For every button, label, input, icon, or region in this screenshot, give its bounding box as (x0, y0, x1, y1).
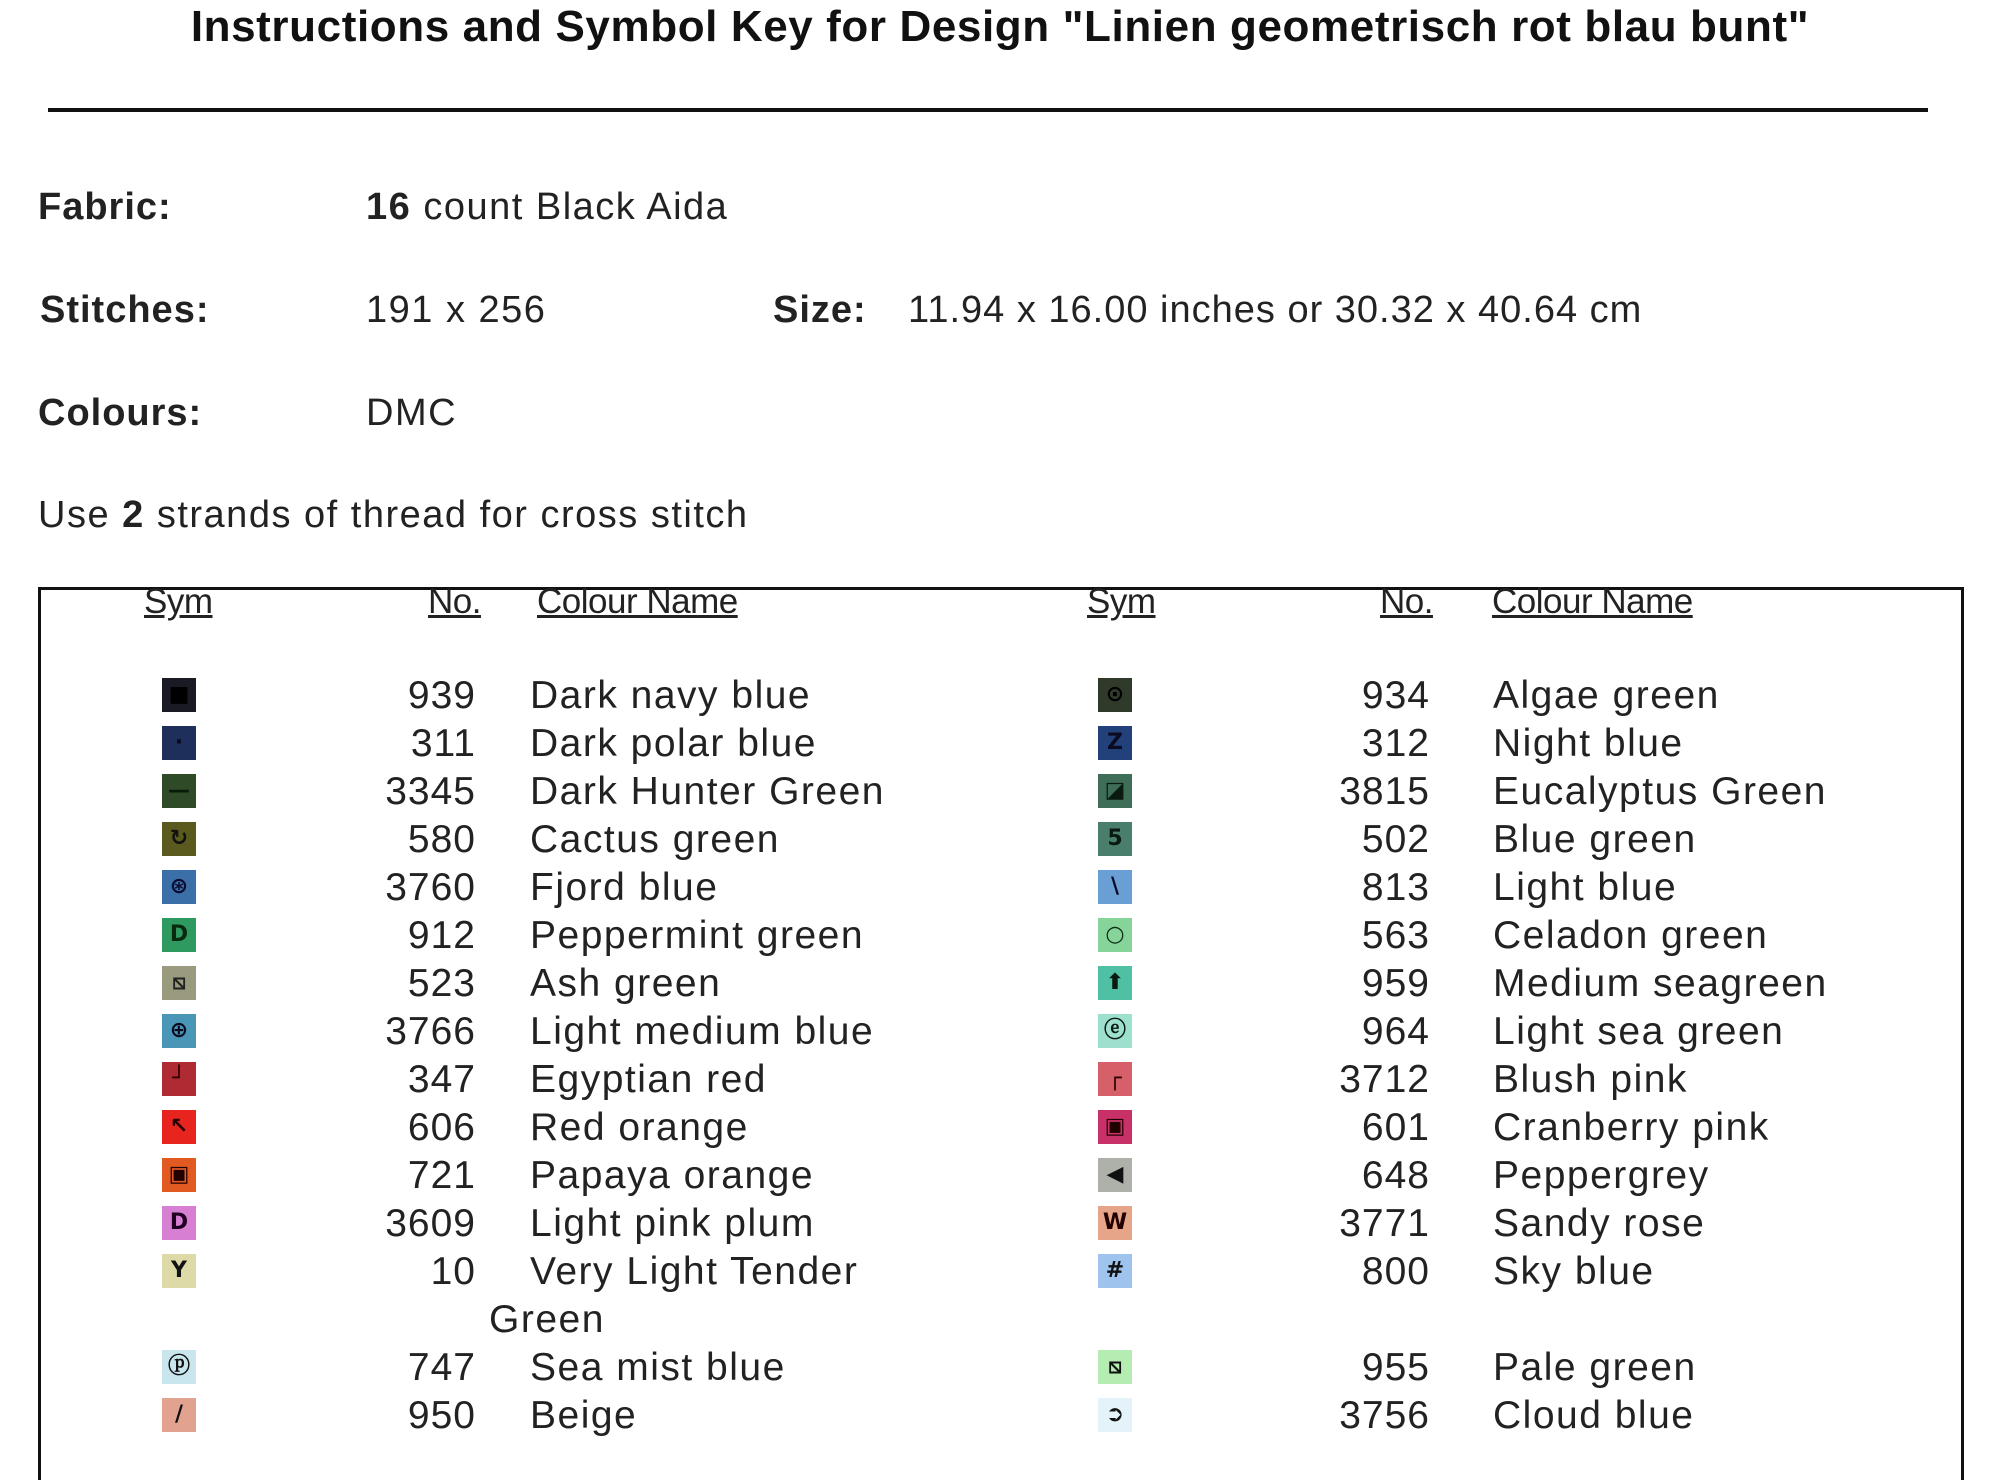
dmc-number: 3815 (1339, 770, 1430, 813)
symbol-swatch: ↖ (162, 1110, 196, 1144)
symbol-swatch: ⬆ (1098, 966, 1132, 1000)
header-name-left: Colour Name (537, 582, 738, 621)
fabric-label: Fabric: (38, 186, 172, 228)
key-row-right (0, 770, 2000, 816)
dmc-number: 311 (410, 722, 476, 765)
symbol-swatch: / (162, 1398, 196, 1432)
symbol-swatch: ⓔ (1098, 1014, 1132, 1048)
colour-name: Dark Hunter Green (530, 770, 885, 813)
stitches-value: 191 x 256 (366, 289, 547, 331)
dmc-number: 3766 (385, 1010, 476, 1053)
strands-post: strands of thread for cross stitch (144, 494, 749, 536)
key-row-right (0, 722, 2000, 768)
header-sym-left: Sym (144, 582, 213, 621)
dmc-number: 502 (1361, 818, 1430, 861)
colour-name: Dark navy blue (530, 674, 812, 717)
page-title: Instructions and Symbol Key for Design "Linien geometrisch rot blau bunt" (190, 2, 1810, 51)
symbol-swatch: ◀ (1098, 1158, 1132, 1192)
dmc-number: 747 (407, 1346, 476, 1389)
colour-name: Cloud blue (1493, 1394, 1695, 1437)
colour-name: Very Light Tender (530, 1250, 859, 1293)
dmc-number: 955 (1361, 1346, 1430, 1389)
header-no-left: No. (428, 582, 481, 621)
strands-instruction (38, 494, 749, 537)
fabric-count: 16 (366, 186, 412, 228)
dmc-number: 813 (1361, 866, 1430, 909)
dmc-number: 648 (1361, 1154, 1430, 1197)
dmc-number: 934 (1361, 674, 1430, 717)
colour-name: Red orange (530, 1106, 749, 1149)
size-label: Size: (773, 289, 867, 331)
colour-name: Dark polar blue (530, 722, 817, 765)
key-row-right (0, 1154, 2000, 1200)
dmc-number: 3345 (385, 770, 476, 813)
dmc-number: 523 (407, 962, 476, 1005)
colour-name: Blue green (1493, 818, 1697, 861)
key-row-right (0, 962, 2000, 1008)
colours-value: DMC (366, 392, 458, 434)
colour-name: Fjord blue (530, 866, 719, 909)
colour-name: Cactus green (530, 818, 780, 861)
key-row-right (0, 674, 2000, 720)
symbol-swatch: 5 (1098, 822, 1132, 856)
dmc-number: 800 (1361, 1250, 1430, 1293)
symbol-swatch: ┌ (1098, 1062, 1132, 1096)
colour-name: Cranberry pink (1493, 1106, 1770, 1149)
symbol-swatch: ⧅ (162, 966, 196, 1000)
dmc-number: 721 (407, 1154, 476, 1197)
colour-name: Peppergrey (1493, 1154, 1710, 1197)
symbol-swatch: Z (1098, 726, 1132, 760)
colour-name: Eucalyptus Green (1493, 770, 1828, 813)
dmc-number: 563 (1361, 914, 1430, 957)
symbol-swatch: ➲ (1098, 1398, 1132, 1432)
colour-name: Papaya orange (530, 1154, 815, 1197)
symbol-swatch: \ (1098, 870, 1132, 904)
colour-name: Night blue (1493, 722, 1684, 765)
colour-name: Celadon green (1493, 914, 1769, 957)
dmc-number: 912 (407, 914, 476, 957)
symbol-swatch: · (162, 726, 196, 760)
symbol-swatch: ▣ (1098, 1110, 1132, 1144)
symbol-swatch: ⧅ (1098, 1350, 1132, 1384)
dmc-number: 601 (1361, 1106, 1430, 1149)
colour-name: Light pink plum (530, 1202, 815, 1245)
colour-name: Light blue (1493, 866, 1678, 909)
symbol-swatch: W (1098, 1206, 1132, 1240)
colour-name: Sky blue (1493, 1250, 1655, 1293)
header-no-right: No. (1380, 582, 1433, 621)
key-row-right (0, 1394, 2000, 1440)
symbol-swatch: — (162, 774, 196, 808)
colour-name: Light sea green (1493, 1010, 1785, 1053)
dmc-number: 939 (407, 674, 476, 717)
colour-name: Medium seagreen (1493, 962, 1828, 1005)
dmc-number: 3756 (1339, 1394, 1430, 1437)
key-row-right (0, 818, 2000, 864)
key-row-right (0, 866, 2000, 912)
size-value: 11.94 x 16.00 inches or 30.32 x 40.64 cm (908, 289, 1643, 331)
colour-name: Sea mist blue (530, 1346, 786, 1389)
key-row-right (0, 1250, 2000, 1296)
symbol-swatch: ■ (162, 678, 196, 712)
dmc-number: 950 (407, 1394, 476, 1437)
dmc-number: 3771 (1339, 1202, 1430, 1245)
dmc-number: 3609 (385, 1202, 476, 1245)
dmc-number: 3760 (385, 866, 476, 909)
colour-name: Light medium blue (530, 1010, 875, 1053)
symbol-swatch: # (1098, 1254, 1132, 1288)
dmc-number: 964 (1361, 1010, 1430, 1053)
symbol-swatch: ◪ (1098, 774, 1132, 808)
symbol-swatch: ⓟ (162, 1350, 196, 1384)
key-row-right (0, 1106, 2000, 1152)
symbol-swatch: ○ (1098, 918, 1132, 952)
title-divider (48, 108, 1928, 112)
colour-name: Ash green (530, 962, 722, 1005)
key-row-right (0, 1346, 2000, 1392)
symbol-swatch: ▣ (162, 1158, 196, 1192)
symbol-swatch: ⊕ (162, 1014, 196, 1048)
symbol-swatch: ┘ (162, 1062, 196, 1096)
colour-name: Egyptian red (530, 1058, 767, 1101)
key-row-right (0, 1058, 2000, 1104)
symbol-swatch: D (162, 918, 196, 952)
dmc-number: 580 (407, 818, 476, 861)
fabric-value (366, 186, 728, 229)
symbol-swatch: Y (162, 1254, 196, 1288)
colour-name-continuation: Green (489, 1298, 605, 1341)
key-row-right (0, 914, 2000, 960)
symbol-swatch: ⊙ (1098, 678, 1132, 712)
dmc-number: 10 (430, 1250, 476, 1293)
colour-name: Pale green (1493, 1346, 1697, 1389)
symbol-swatch: ⊛ (162, 870, 196, 904)
header-name-right: Colour Name (1492, 582, 1693, 621)
fabric-type: count Black Aida (423, 186, 729, 228)
dmc-number: 347 (407, 1058, 476, 1101)
dmc-number: 959 (1361, 962, 1430, 1005)
colour-name: Beige (530, 1394, 638, 1437)
dmc-number: 3712 (1339, 1058, 1430, 1101)
colour-name: Sandy rose (1493, 1202, 1706, 1245)
dmc-number: 606 (407, 1106, 476, 1149)
key-row-right (0, 1010, 2000, 1056)
header-sym-right: Sym (1087, 582, 1156, 621)
key-row-right (0, 1202, 2000, 1248)
colour-name: Algae green (1493, 674, 1720, 717)
colour-name: Blush pink (1493, 1058, 1688, 1101)
dmc-number: 312 (1361, 722, 1430, 765)
strands-pre: Use (38, 494, 123, 536)
symbol-swatch: D (162, 1206, 196, 1240)
colours-label: Colours: (38, 392, 203, 434)
symbol-swatch: ↻ (162, 822, 196, 856)
colour-name: Peppermint green (530, 914, 865, 957)
stitches-label: Stitches: (40, 289, 210, 331)
strands-count: 2 (122, 494, 145, 536)
